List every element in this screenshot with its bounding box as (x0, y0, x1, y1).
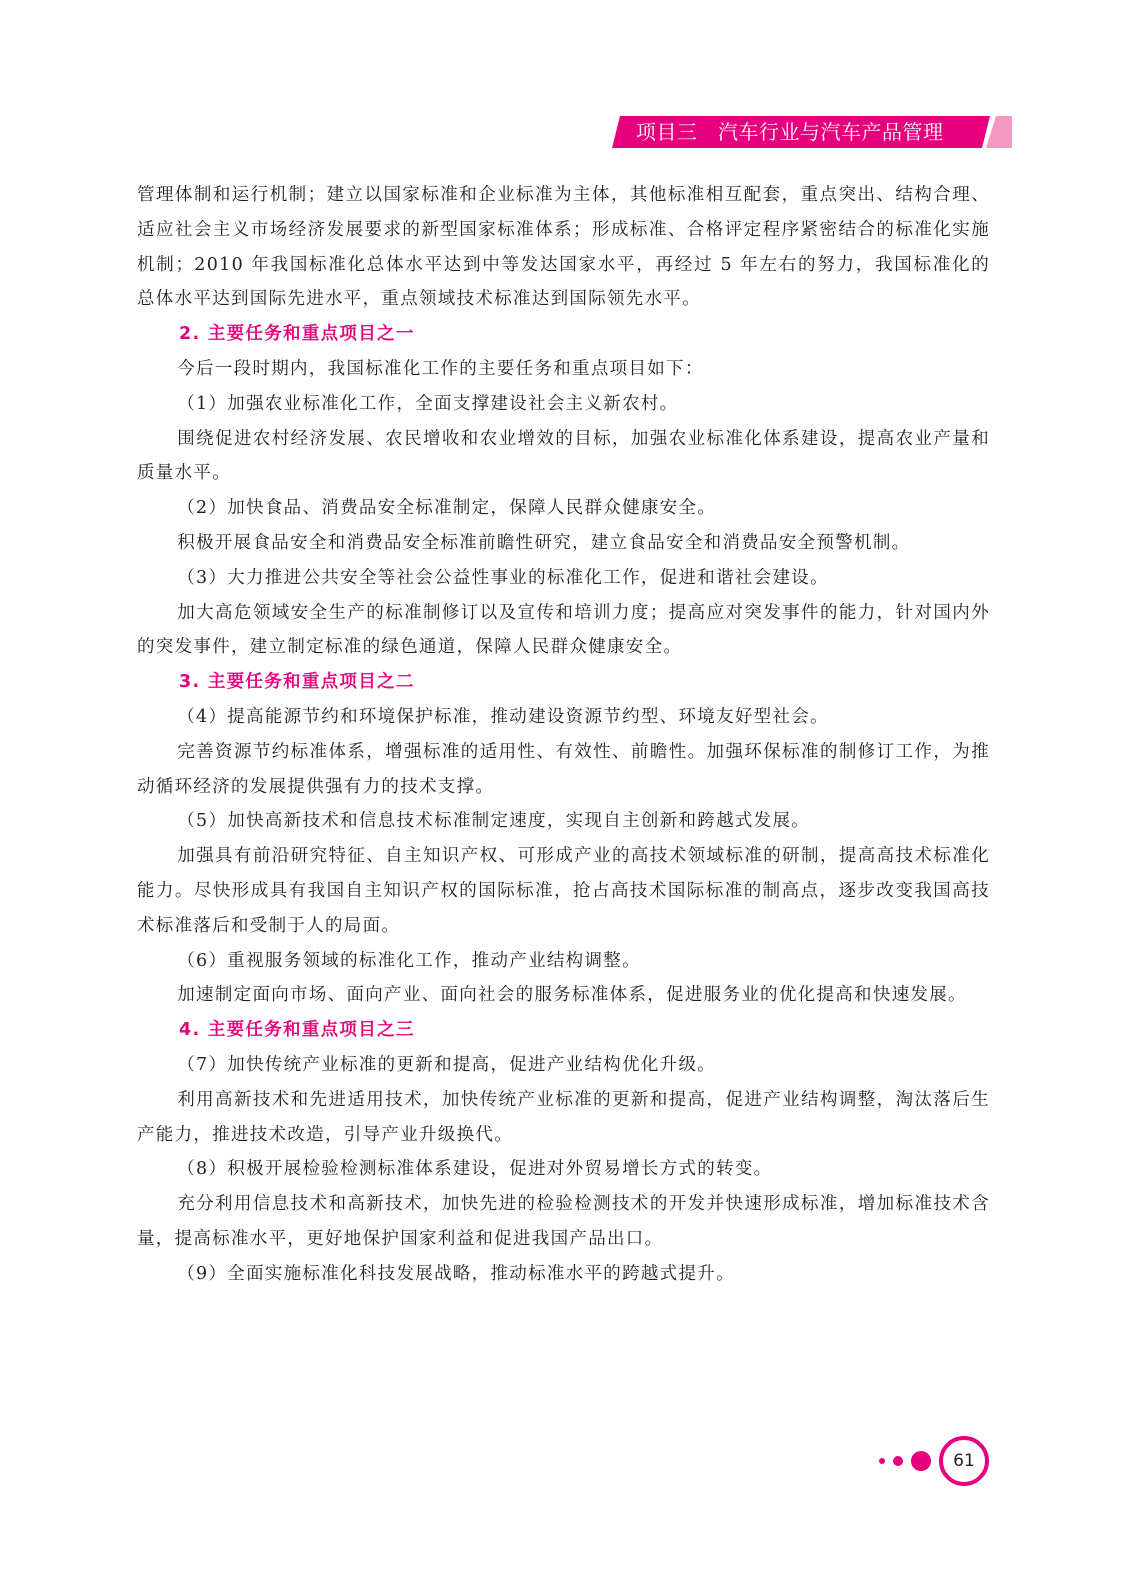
body-paragraph: （4）提高能源节约和环境保护标准，推动建设资源节约型、环境友好型社会。 (177, 706, 829, 727)
body-paragraph: （7）加快传统产业标准的更新和提高，促进产业结构优化升级。 (177, 1054, 717, 1075)
body-paragraph: （3）大力推进公共安全等社会公益性事业的标准化工作，促进和谐社会建设。 (177, 567, 829, 588)
body-paragraph: （6）重视服务领域的标准化工作，推动产业结构调整。 (177, 950, 641, 971)
section-heading: 3. 主要任务和重点项目之二 (179, 672, 415, 693)
body-paragraph: 今后一段时期内，我国标准化工作的主要任务和重点项目如下： (177, 358, 704, 379)
body-paragraph: （5）加快高新技术和信息技术标准制定速度，实现自主创新和跨越式发展。 (177, 811, 811, 832)
body-paragraph: 加大高危领域安全生产的标准制修订以及宣传和培训力度；提高应对突发事件的能力，针对国内外的突发事件，建立制定标准的绿色通道，保障人民群众健康安全。 (137, 602, 990, 658)
running-header-title: 项目三 汽车行业与汽车产品管理 (636, 120, 944, 144)
page-number: 61 (953, 1451, 975, 1471)
body-paragraph: 围绕促进农村经济发展、农民增收和农业增效的目标，加强农业标准化体系建设，提高农业产量和质量水平。 (137, 428, 990, 484)
body-paragraph: （8）积极开展检验检测标准体系建设，促进对外贸易增长方式的转变。 (177, 1159, 773, 1180)
body-paragraph: 加速制定面向市场、面向产业、面向社会的服务标准体系，促进服务业的优化提高和快速发展。 (177, 985, 967, 1006)
body-paragraph: 积极开展食品安全和消费品安全标准前瞻性研究，建立食品安全和消费品安全预警机制。 (177, 532, 911, 553)
body-paragraph: 充分利用信息技术和高新技术，加快先进的检验检测技术的开发并快速形成标准，增加标准技术含量，提高标准水平，更好地保护国家利益和促进我国产品出口。 (137, 1194, 990, 1249)
body-paragraph: 管理体制和运行机制；建立以国家标准和企业标准为主体，其他标准相互配套，重点突出、结构合理、适应社会主义市场经济发展要求的新型国家标准体系；形成标准、合格评定程序紧密结合的标准化实施机制；2010 年我国标准化总体水平达到中等发达国家水平，再经过 5 年左右的努力，我国标准化的总体水平达到国际先进水平，重点领域技术标准达到国际领先水平。 (137, 185, 990, 310)
body-paragraph: （2）加快食品、消费品安全标准制定，保障人民群众健康安全。 (177, 498, 717, 519)
body-paragraph: 完善资源节约标准体系，增强标准的适用性、有效性、前瞻性。加强环保标准的制修订工作，为推动循环经济的发展提供强有力的技术支撑。 (137, 741, 990, 797)
body-paragraph: （1）加强农业标准化工作，全面支撑建设社会主义新农村。 (177, 393, 679, 414)
page-body (137, 178, 990, 1292)
section-heading: 4. 主要任务和重点项目之三 (179, 1020, 415, 1041)
body-paragraph: 加强具有前沿研究特征、自主知识产权、可形成产业的高技术领域标准的研制，提高高技术标准化能力。尽快形成具有我国自主知识产权的国际标准，抢占高技术国际标准的制高点，逐步改变我国高技术标准落后和受制于人的局面。 (137, 846, 990, 936)
body-paragraph: 利用高新技术和先进适用技术，加快传统产业标准的更新和提高，促进产业结构调整，淘汰落后生产能力，推进技术改造，引导产业升级换代。 (137, 1089, 990, 1145)
body-paragraph: （9）全面实施标准化科技发展战略，推动标准水平的跨越式提升。 (177, 1263, 735, 1284)
section-heading: 2. 主要任务和重点项目之一 (179, 324, 415, 345)
